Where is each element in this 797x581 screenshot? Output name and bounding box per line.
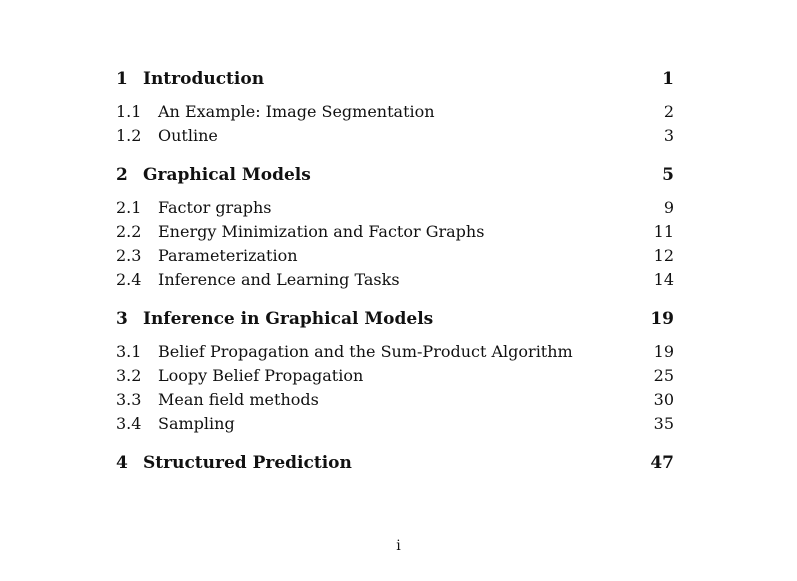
chapter-heading [116, 306, 433, 332]
section-page: 30 [653, 390, 674, 409]
section-list-chapter-1 [116, 100, 674, 148]
section-title: Belief Propagation and the Sum-Product Algorithm [158, 342, 573, 361]
section-title: Parameterization [158, 246, 298, 265]
section-number: 3.2 [116, 366, 142, 385]
section-number: 2.2 [116, 222, 142, 241]
chapter-title: Structured Prediction [143, 453, 352, 473]
chapter-heading [116, 162, 311, 188]
toc-section-3-1[interactable] [116, 340, 674, 364]
toc-section-3-2[interactable] [116, 364, 674, 388]
chapter-title: Inference in Graphical Models [143, 309, 434, 329]
section-title: Inference and Learning Tasks [158, 270, 400, 289]
table-of-contents [116, 66, 674, 484]
toc-chapter-3[interactable] [116, 306, 674, 332]
section-title: Loopy Belief Propagation [158, 366, 364, 385]
section-number: 2.4 [116, 270, 142, 289]
toc-section-1-2[interactable] [116, 124, 674, 148]
section-title: An Example: Image Segmentation [158, 102, 435, 121]
section-page: 2 [663, 102, 674, 121]
section-heading [116, 268, 400, 292]
section-heading [116, 244, 298, 268]
chapter-page: 47 [650, 453, 674, 473]
toc-section-3-3[interactable] [116, 388, 674, 412]
toc-section-2-1[interactable] [116, 196, 674, 220]
section-heading [116, 196, 272, 220]
section-heading [116, 340, 573, 364]
section-page: 25 [653, 366, 674, 385]
toc-chapter-2[interactable] [116, 162, 674, 188]
toc-chapter-1[interactable] [116, 66, 674, 92]
chapter-number: 1 [116, 69, 128, 89]
page-number-footer: i [396, 538, 401, 554]
toc-chapter-4[interactable] [116, 450, 674, 476]
toc-section-2-4[interactable] [116, 268, 674, 292]
chapter-heading [116, 66, 264, 92]
section-title: Energy Minimization and Factor Graphs [158, 222, 485, 241]
section-page: 12 [653, 246, 674, 265]
section-number: 2.1 [116, 198, 142, 217]
chapter-page: 19 [650, 309, 674, 329]
section-heading [116, 388, 319, 412]
section-heading [116, 364, 363, 388]
section-page: 11 [653, 222, 674, 241]
toc-section-2-2[interactable] [116, 220, 674, 244]
section-number: 3.1 [116, 342, 142, 361]
chapter-number: 4 [116, 453, 128, 473]
section-number: 1.1 [116, 102, 142, 121]
chapter-page: 5 [662, 165, 674, 185]
section-title: Mean field methods [158, 390, 319, 409]
chapter-number: 2 [116, 165, 128, 185]
section-title: Outline [158, 126, 218, 145]
toc-section-3-4[interactable] [116, 412, 674, 436]
section-page: 19 [653, 342, 674, 361]
section-number: 3.3 [116, 390, 142, 409]
section-list-chapter-2 [116, 196, 674, 292]
section-page: 3 [663, 126, 674, 145]
chapter-title: Introduction [143, 69, 265, 89]
section-heading [116, 412, 235, 436]
section-heading [116, 100, 435, 124]
toc-section-1-1[interactable] [116, 100, 674, 124]
toc-section-2-3[interactable] [116, 244, 674, 268]
section-heading [116, 220, 484, 244]
chapter-title: Graphical Models [143, 165, 311, 185]
section-number: 1.2 [116, 126, 142, 145]
section-title: Factor graphs [158, 198, 272, 217]
section-list-chapter-3 [116, 340, 674, 436]
section-number: 3.4 [116, 414, 142, 433]
section-heading [116, 124, 218, 148]
section-number: 2.3 [116, 246, 142, 265]
section-page: 14 [653, 270, 674, 289]
chapter-heading [116, 450, 352, 476]
section-page: 9 [663, 198, 674, 217]
section-title: Sampling [158, 414, 235, 433]
chapter-number: 3 [116, 309, 128, 329]
section-page: 35 [653, 414, 674, 433]
chapter-page: 1 [662, 69, 674, 89]
